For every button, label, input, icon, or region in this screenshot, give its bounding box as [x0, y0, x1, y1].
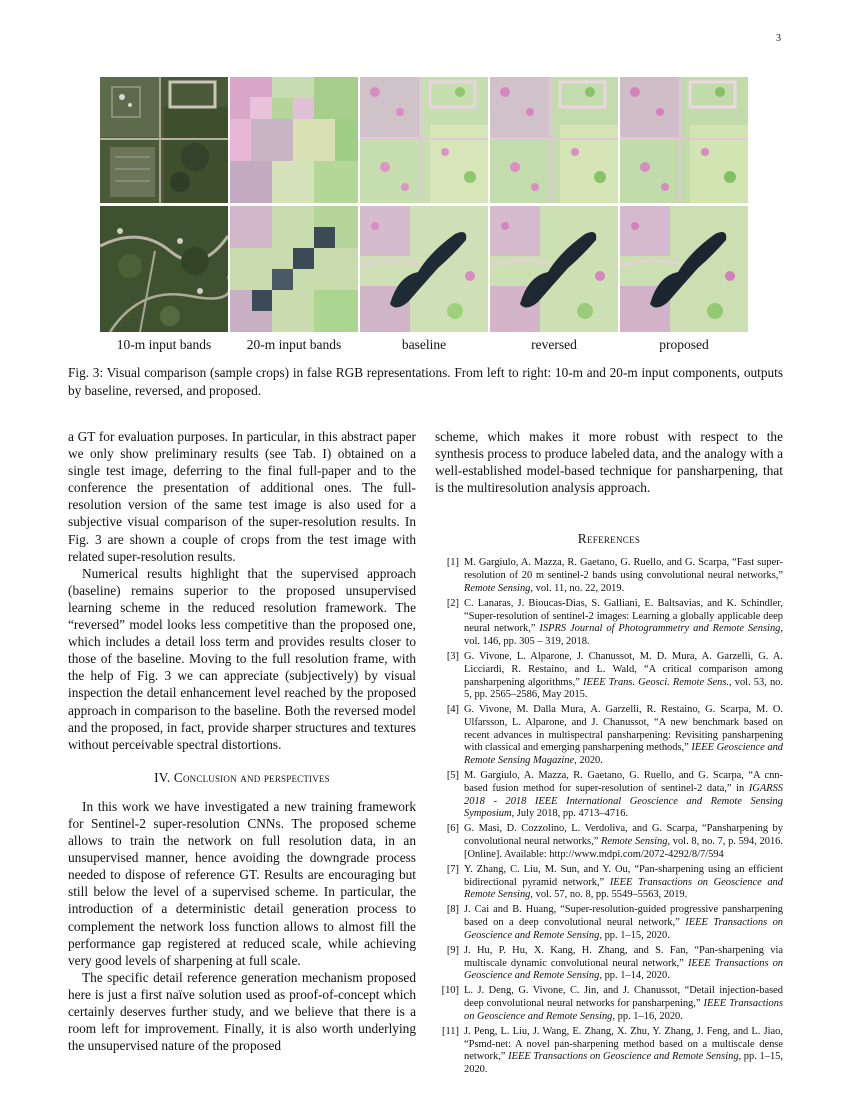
- reference-text: J. Peng, L. Liu, J. Wang, E. Zhang, X. Zhu, Y. Zhang, J. Feng, and L. Jiao, “Psmd-net: A novel pan-sharpening method based on a multiscale dense network,” IEEE Transactions on Geoscience and Remote Sensing, pp. 1–15, 2020.: [464, 1025, 783, 1076]
- reference-text: G. Masi, D. Cozzolino, L. Verdoliva, and G. Scarpa, “Pansharpening by convolutional neural networks,” Remote Sensing, vol. 8, no. 7, p. 594, 2016. [Online]. Available: http://www.mdpi.com/2072-4292/8/7/594: [464, 823, 783, 860]
- reference-text: J. Hu, P. Hu, X. Kang, H. Zhang, and S. Fan, “Pan-sharpening via multiscale dynamic convolutional neural network,” IEEE Transactions on Geoscience and Remote Sensing, pp. 1–14, 2020.: [464, 944, 784, 982]
- reference-number: [2]: [446, 597, 459, 609]
- reference-text: J. Cai and B. Huang, “Super-resolution-guided progressive pansharpening based on a deep convolutional neural network,” IEEE Transactions on Geoscience and Remote Sensing, pp. 1–15, 2020.: [464, 904, 784, 941]
- label-reversed: reversed: [531, 337, 577, 352]
- reference-item: [435, 598, 783, 649]
- reference-text: C. Lanaras, J. Bioucas-Dias, S. Galliani, E. Baltsavias, and K. Schindler, “Super-resolution of sentinel-2 images: Learning a globally applicable deep neural network,” ISPRS Journal of Photogrammetry and Remote Sensing, vol. 146, pp. 305 – 319, 2018.: [464, 597, 783, 648]
- paragraph: scheme, which makes it more robust with respect to the synthesis process to produce labeled data, and the analogy with a well-established model-based technique for pansharpening, that is the multiresolution analysis approach.: [435, 429, 783, 496]
- crop-reversed-top: [490, 77, 618, 203]
- reference-number: [8]: [446, 904, 459, 916]
- reference-item: [435, 904, 783, 942]
- reference-number: [3]: [446, 651, 459, 663]
- reference-item: [435, 985, 783, 1023]
- figure-3: [100, 77, 750, 353]
- reference-item: [435, 1026, 783, 1077]
- reference-text: G. Vivone, M. Dalla Mura, A. Garzelli, R. Restaino, G. Scarpa, M. O. Ulfarsson, L. Alparone, and J. Chanussot, “A new benchmark based on recent advances in multispectral pansharpening: Revisiting pansharpening with classical and emerging pansharpening methods,” IEEE Geoscience and Remote Sensing Magazine, 2020.: [464, 704, 784, 767]
- reference-number: [5]: [446, 770, 459, 782]
- label-20m-input: 20-m input bands: [246, 337, 342, 352]
- reference-item: [435, 704, 783, 768]
- label-10m-input: 10-m input bands: [116, 337, 212, 352]
- crop-10m-input-bottom: [100, 206, 228, 332]
- reference-item: [435, 557, 783, 595]
- section-heading-conclusion: IV. Conclusion and perspectives: [154, 769, 330, 785]
- crop-proposed-bottom: [620, 206, 748, 332]
- reference-text: G. Vivone, L. Alparone, J. Chanussot, M. D. Mura, A. Garzelli, G. A. Licciardi, R. Restaino, and L. Wald, “A critical comparison among pansharpening algorithms,” IEEE Trans. Geosci. Remote Sens., vol. 53, no. 5, pp. 2565–2586, May 2015.: [464, 651, 783, 701]
- reference-item: [435, 823, 783, 861]
- label-proposed: proposed: [659, 337, 709, 352]
- reference-number: [11]: [441, 1025, 459, 1037]
- crop-baseline-bottom: [360, 206, 488, 332]
- figure-column-labels: [100, 337, 750, 353]
- label-baseline: baseline: [401, 337, 447, 352]
- reference-item: [435, 770, 783, 821]
- reference-item: [435, 945, 783, 983]
- reference-item: [435, 651, 783, 702]
- left-column: [68, 428, 416, 1054]
- crop-proposed-top: [620, 77, 748, 203]
- reference-number: [9]: [446, 944, 459, 956]
- figure-row-bottom: [100, 206, 750, 332]
- crop-reversed-bottom: [490, 206, 618, 332]
- reference-text: M. Gargiulo, A. Mazza, R. Gaetano, G. Ruello, and G. Scarpa, “A cnn-based fusion method for super-resolution of sentinel-2 data,” in IGARSS 2018 - 2018 IEEE International Geoscience and Remote Sensing Symposium, July 2018, pp. 4713–4716.: [464, 770, 784, 820]
- paragraph: Numerical results highlight that the supervised approach (baseline) remains superior to the proposed unsupervised learning scheme in the reduced resolution framework. The “reversed” model looks less competitive than the proposed one, which includes a detail loss term and provides results closer to those of the baseline. Moving to the full resolution frame, with the help of Fig. 3 we can appreciate (subjectively) by visual inspection the detail enhancement level reached by the proposed approach in comparison to the baseline. Both the reversed model and the proposed, in fact, provide sharper structures and textures without perceivable spectral distortions.: [68, 565, 416, 752]
- reference-number: [4]: [446, 704, 459, 716]
- crop-10m-input-top: [100, 77, 228, 203]
- reference-number: [7]: [446, 863, 459, 875]
- paragraph: In this work we have investigated a new training framework for Sentinel-2 super-resolution CNNs. The proposed scheme allows to train the network on full resolution data, in an unsupervised manner, hence avoiding the downgrade process needed to dispose of reference GT. Results are encouraging but still below the level of a supervised scheme. In particular, the introduction of a deterministic detail generation process to complement the network loss function allows to almost fill the performance gap registered at reduced scale, while achieving very good levels of sharpening at full scale.: [68, 798, 416, 968]
- paragraph: The specific detail reference generation mechanism proposed here is just a first naïve solution used as proof-of-concept which certainly deserves further study, and we believe that there is a room left for improvement. Finally, it is also worth underlying the unsupervised nature of the proposed: [68, 969, 416, 1054]
- reference-item: [435, 864, 783, 902]
- reference-text: M. Gargiulo, A. Mazza, R. Gaetano, G. Ruello, and G. Scarpa, “Fast super-resolution of 20 m sentinel-2 bands using convolutional neural networks,” Remote Sensing, vol. 11, no. 22, 2019.: [464, 557, 783, 594]
- right-column: [435, 428, 783, 1079]
- crop-baseline-top: [360, 77, 488, 203]
- references-heading: References: [577, 531, 641, 547]
- reference-text: Y. Zhang, C. Liu, M. Sun, and Y. Ou, “Pan-sharpening using an efficient bidirectional pyramid network,” IEEE Transactions on Geoscience and Remote Sensing, vol. 57, no. 8, pp. 5549–5563, 2019.: [464, 863, 783, 901]
- paragraph: a GT for evaluation purposes. In particular, in this abstract paper we only show preliminary results (see Tab. I) obtained on a single test image, deferring to the final full-paper and to the conference the presentation of additional ones. The full-resolution version of the same test image is also used for a subjective visual comparison of the super-resolution results. In Fig. 3 are shown a couple of crops from the test image with related super-resolution results.: [68, 429, 416, 564]
- page-number: 3: [776, 33, 781, 44]
- reference-number: [6]: [446, 823, 459, 835]
- reference-number: [1]: [446, 557, 459, 569]
- references-list: [435, 557, 783, 1076]
- figure-row-top: [100, 77, 750, 203]
- figure-caption: Fig. 3: Visual comparison (sample crops) in false RGB representations. From left to right: 10-m and 20-m input components, outputs by baseline, reversed, and proposed.: [68, 365, 783, 398]
- crop-20m-input-top: [230, 77, 358, 203]
- crop-20m-input-bottom: [230, 206, 358, 332]
- reference-text: L. J. Deng, G. Vivone, C. Jin, and J. Chanussot, “Detail injection-based deep convolutional neural networks for pansharpening,” IEEE Transactions on Geoscience and Remote Sensing, pp. 1–16, 2020.: [464, 985, 784, 1022]
- reference-number: [10]: [441, 985, 459, 997]
